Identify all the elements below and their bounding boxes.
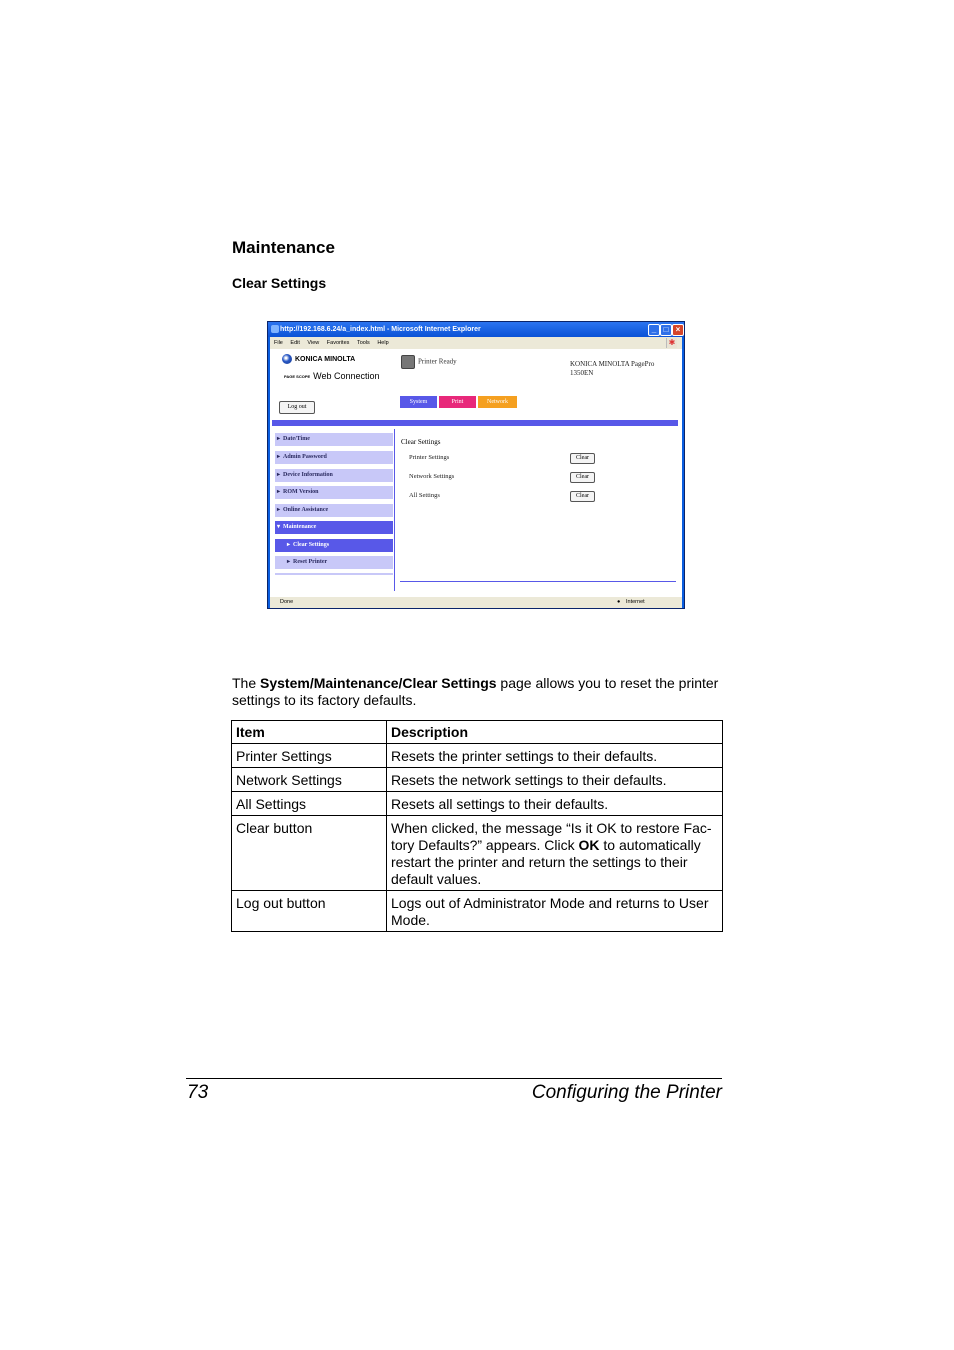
sidebar-item-reset-printer[interactable]: ▸ Reset Printer [275,556,393,569]
table-header-row [232,721,723,744]
menu-view[interactable]: View [307,340,320,346]
browser-statusbar [270,597,682,608]
printer-icon [401,355,415,369]
tab-print[interactable]: Print [439,396,476,408]
subsection-title: Clear Settings [232,275,327,291]
close-icon[interactable]: × [672,324,684,336]
table-row [232,792,723,816]
footer-rule [186,1078,722,1079]
windows-flag-icon: ✱ [666,338,677,348]
sidebar-divider [275,573,393,575]
status-done: Done [280,599,294,605]
brand-name: KONICA MINOLTA [295,355,356,363]
tab-system[interactable]: System [400,396,437,408]
sidebar-item-rom-version[interactable]: ▸ ROM Version [275,486,393,499]
sidebar-item-device-information[interactable]: ▸ Device Information [275,469,393,482]
sidebar-item-admin-password[interactable]: ▸ Admin Password [275,451,393,464]
sidebar-item-clear-settings[interactable]: ▸ Clear Settings [275,539,393,552]
table-row [232,891,723,932]
menu-tools[interactable]: Tools [356,340,370,346]
table-cell-item: Printer Settings [232,744,387,768]
settings-table [231,720,723,932]
browser-titlebar [268,322,684,337]
minimize-icon[interactable]: _ [648,324,660,336]
setting-network-label: Network Settings [409,473,455,480]
table-header-description: Description [387,721,723,744]
browser-menubar [270,337,682,349]
web-connection-label: Web Connection [313,371,380,381]
table-cell-item: All Settings [232,792,387,816]
printer-model [570,360,654,378]
desc-text-pre: When clicked, the message “Is it OK to restore Fac-tory Defaults?” appears. Click [391,820,712,853]
setting-all-label: All Settings [409,492,440,499]
intro-text-post: page allows you to reset the printer settings to its factory defaults. [232,675,719,708]
table-cell-description: Resets the printer settings to their defaults. [387,744,723,768]
printer-status-text: Printer Ready [418,357,457,366]
table-cell-description: Resets all settings to their defaults. [387,792,723,816]
clear-network-settings-button[interactable]: Clear [570,472,595,483]
maximize-icon[interactable]: □ [660,324,672,336]
desc-text-bold: OK [578,837,600,853]
intro-paragraph [232,675,722,709]
clear-printer-settings-button[interactable]: Clear [570,453,595,464]
page-number: 73 [187,1082,209,1103]
printer-status [401,355,457,369]
clear-all-settings-button[interactable]: Clear [570,491,595,502]
table-header-item: Item [232,721,387,744]
model-line-1: KONICA MINOLTA PagePro [570,360,655,368]
section-title: Maintenance [232,238,335,257]
sidebar-item-online-assistance[interactable]: ▸ Online Assistance [275,504,393,517]
browser-screenshot [267,321,685,609]
model-line-2: 1350EN [570,369,594,377]
web-connection-logo [284,371,380,381]
status-zone: Internet [626,599,645,605]
menu-file[interactable]: File [274,340,283,346]
tab-network[interactable]: Network [478,396,517,408]
table-cell-item: Log out button [232,891,387,932]
menu-edit[interactable]: Edit [290,340,300,346]
setting-printer-label: Printer Settings [409,454,450,461]
konica-logo-icon [282,354,292,364]
chapter-title: Configuring the Printer [531,1082,722,1103]
pane-title: Clear Settings [401,438,441,446]
sidebar-item-date-time[interactable]: ▸ Date/Time [275,433,393,446]
ie-icon [271,325,279,333]
logout-button[interactable]: Log out [279,401,315,414]
intro-text-bold: System/Maintenance/Clear Settings [260,675,497,691]
browser-content [270,349,682,597]
menu-favorites[interactable]: Favorites [326,340,350,346]
desc-text-post: to automatically restart the printer and return the settings to their default values. [391,837,701,887]
table-cell-description: Logs out of Administrator Mode and returns to User Mode. [387,891,723,932]
brand-logo [282,354,355,364]
sidebar-item-maintenance[interactable]: ▾ Maintenance [275,521,393,534]
table-cell-description [387,816,723,891]
content-divider [400,581,676,582]
globe-icon: ● [617,599,621,605]
menu-help[interactable]: Help [377,340,389,346]
table-cell-item: Clear button [232,816,387,891]
browser-title: http://192.168.6.24/a_index.html - Microsoft Internet Explorer [280,326,481,333]
pagescope-mark: PAGE SCOPE [284,373,311,379]
table-cell-description: Resets the network settings to their defaults. [387,768,723,792]
table-cell-item: Network Settings [232,768,387,792]
intro-text-pre: The [232,675,261,691]
table-row [232,816,723,891]
sidebar-nav [274,429,395,591]
table-row [232,768,723,792]
header-bar [272,420,678,426]
table-row [232,744,723,768]
